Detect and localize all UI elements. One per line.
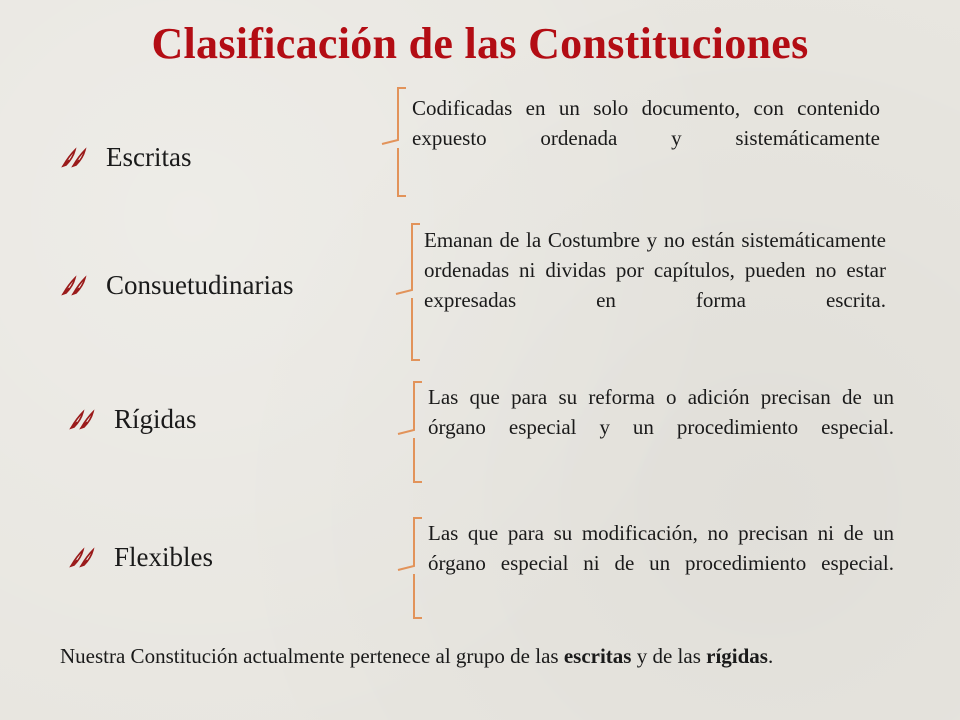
desc-escritas: Codificadas en un solo documento, con contenido expuesto ordenada y sistemáticamente — [412, 96, 880, 150]
double-quill-bullet-icon — [68, 408, 102, 432]
desc-consuetudinarias: Emanan de la Costumbre y no están sistemáticamente ordenadas ni dividas por capítulos, pueden no estar expresadas en forma escrita. — [424, 228, 886, 312]
term-label: Consuetudinarias — [106, 270, 294, 300]
term-label: Flexibles — [114, 542, 213, 572]
term-escritas — [60, 142, 191, 173]
brace-rigidas — [394, 380, 424, 484]
term-label: Escritas — [106, 142, 192, 172]
footer-text: . — [767, 644, 774, 668]
brace-flexibles — [394, 516, 424, 620]
brace-consuetudinarias — [392, 222, 422, 362]
footer-note — [60, 641, 902, 671]
footer-emphasis-rigidas: rígidas — [706, 644, 768, 668]
double-quill-bullet-icon — [60, 274, 94, 298]
term-consuetudinarias — [60, 270, 293, 301]
term-rigidas — [68, 404, 197, 435]
double-quill-bullet-icon — [68, 546, 102, 570]
desc-rigidas: Las que para su reforma o adición precisan de un órgano especial y un procedimiento especial. — [428, 385, 894, 439]
slide-title: Clasificación de las Constituciones — [151, 19, 809, 68]
double-quill-bullet-icon — [60, 146, 94, 170]
footer-text: y de las — [631, 644, 707, 668]
footer-text: Nuestra Constitución actualmente pertenece al grupo de las — [60, 644, 564, 668]
term-flexibles — [68, 542, 213, 573]
footer-emphasis-escritas: escritas — [563, 644, 632, 668]
term-label: Rígidas — [114, 404, 197, 434]
desc-flexibles: Las que para su modificación, no precisan ni de un órgano especial ni de un procedimiento especial. — [428, 521, 894, 575]
brace-escritas — [378, 86, 408, 198]
